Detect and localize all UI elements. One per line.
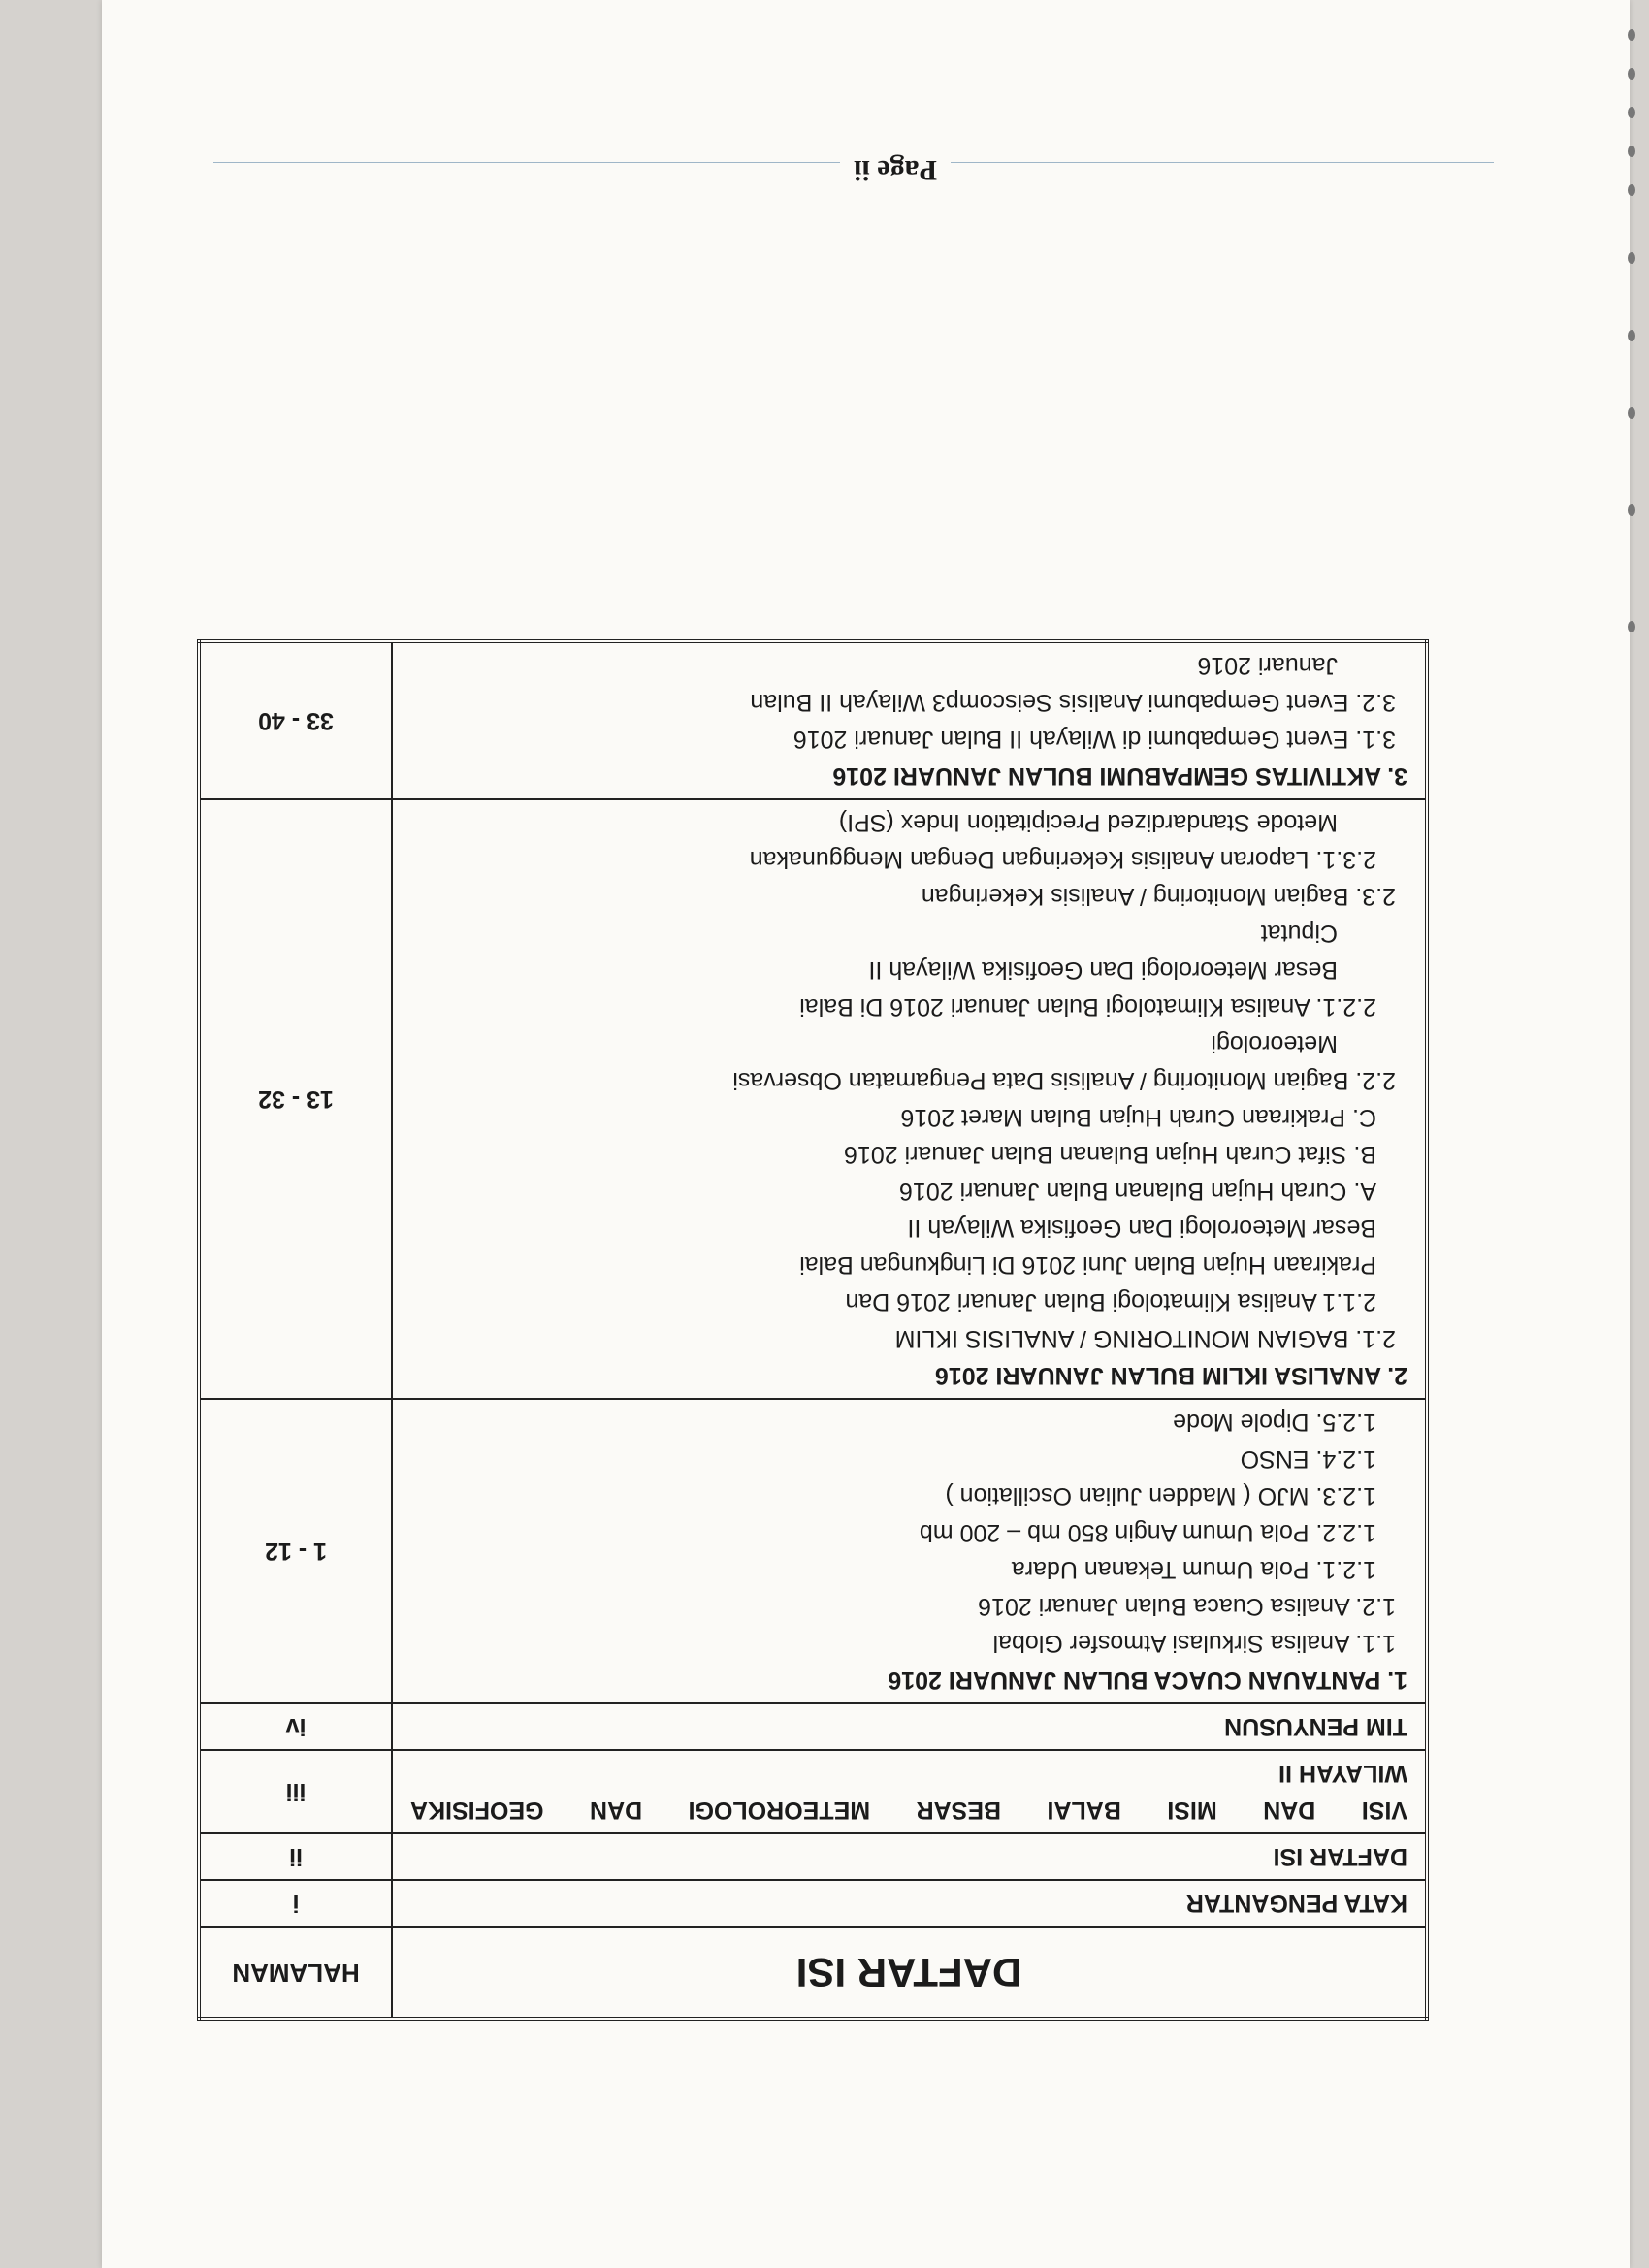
toc-section-3: [392, 641, 1427, 799]
toc-item[interactable]: 1.2. Analisa Cuaca Bulan Januari 2016: [978, 1593, 1396, 1621]
toc-row: [199, 1750, 1427, 1833]
toc-item[interactable]: 1.1. Analisa Sirkulasi Atmosfer Global: [992, 1630, 1396, 1658]
toc-item[interactable]: Meteorologi: [1211, 1030, 1338, 1058]
toc-item[interactable]: C. Prakiraan Curah Hujan Bulan Maret 2016: [900, 1104, 1376, 1132]
toc-item[interactable]: 2.1.1 Analisa Klimatologi Bulan Januari 2016 Dan: [845, 1288, 1376, 1316]
toc-item[interactable]: Besar Meteorologi Dan Geofisika Wilayah II: [868, 956, 1338, 985]
toc-item[interactable]: 1.2.2. Pola Umum Angin 850 mb – 200 mb: [919, 1519, 1376, 1547]
toc-page-column-header: HALAMAN: [199, 1927, 392, 2019]
toc-item[interactable]: 1.2.1. Pola Umum Tekanan Udara: [1011, 1556, 1376, 1584]
toc-page: 13 - 32: [199, 799, 392, 1399]
toc-item[interactable]: 2.2.1. Analisa Klimatologi Bulan Januari 2016 Di Balai: [799, 993, 1376, 1021]
toc-section: [199, 799, 1427, 1399]
toc-page: iii: [199, 1750, 392, 1833]
toc-item[interactable]: Besar Meteorologi Dan Geofisika Wilayah II: [907, 1215, 1376, 1243]
toc-section-2: [392, 799, 1427, 1399]
page-number: Page ii: [840, 153, 951, 186]
toc-section-1: [392, 1399, 1427, 1703]
toc-item[interactable]: A. Curah Hujan Bulanan Bulan Januari 2016: [898, 1178, 1376, 1206]
toc-row: [199, 1880, 1427, 1927]
toc-section: [199, 641, 1427, 799]
page-header: [213, 138, 1494, 186]
toc-page: ii: [199, 1833, 392, 1880]
toc-item[interactable]: 3.1. Event Gempabumi di Wilayah II Bulan Januari 2016: [792, 726, 1396, 754]
toc-item[interactable]: 1.2.4. ENSO: [1240, 1445, 1376, 1474]
toc-row: [199, 1703, 1427, 1750]
toc-item[interactable]: Prakiraan Hujan Bulan Juni 2016 Di Lingkungan Balai: [799, 1251, 1376, 1280]
toc-item[interactable]: 2.3.1. Laporan Analisis Kekeringan Dengan Menggunakan: [749, 846, 1376, 874]
toc-page: 33 - 40: [199, 641, 392, 799]
toc-page: iv: [199, 1703, 392, 1750]
toc-row: [199, 1833, 1427, 1880]
toc-section: [199, 1399, 1427, 1703]
section-heading[interactable]: 2. ANALISA IKLIM BULAN JANUARI 2016: [934, 1362, 1407, 1390]
toc-item[interactable]: 3.2. Event Gempabumi Analisis Seiscomp3 Wilayah II Bulan: [750, 689, 1396, 717]
section-heading[interactable]: 3. AKTIVITAS GEMPABUMI BULAN JANUARI 2016: [832, 762, 1407, 791]
toc-title: DAFTAR ISI: [392, 1927, 1427, 2019]
table-of-contents: [197, 639, 1429, 2021]
toc-item[interactable]: B. Sifat Curah Hujan Bulanan Bulan Januari 2016: [844, 1141, 1376, 1169]
toc-header-row: [199, 1927, 1427, 2019]
toc-page: 1 - 12: [199, 1399, 392, 1703]
toc-entry[interactable]: VISI DAN MISI BALAI BESAR METEOROLOGI DAN GEOFISIKA WILAYAH II: [392, 1750, 1427, 1833]
toc-item[interactable]: Januari 2016: [1197, 652, 1338, 680]
toc-item[interactable]: 2.1. BAGIAN MONITORING / ANALISIS IKLIM: [894, 1325, 1396, 1353]
toc-item[interactable]: Ciputat: [1260, 920, 1338, 948]
toc-item[interactable]: 1.2.3. MJO ( Madden Julian Oscillation ): [945, 1482, 1376, 1510]
toc-page: i: [199, 1880, 392, 1927]
toc-item[interactable]: 2.3. Bagian Monitoring / Analisis Kekeringan: [921, 883, 1396, 911]
section-heading[interactable]: 1. PANTAUAN CUACA BULAN JANUARI 2016: [888, 1667, 1407, 1695]
toc-entry[interactable]: TIM PENYUSUN: [392, 1703, 1427, 1750]
toc-entry[interactable]: DAFTAR ISI: [392, 1833, 1427, 1880]
toc-entry[interactable]: KATA PENGANTAR: [392, 1880, 1427, 1927]
toc-item[interactable]: Metode Standardized Precipitation Index (SPI): [838, 809, 1338, 837]
toc-item[interactable]: 1.2.5. Dipole Mode: [1173, 1409, 1376, 1437]
toc-item[interactable]: 2.2. Bagian Monitoring / Analisis Data Pengamatan Observasi: [732, 1067, 1396, 1095]
